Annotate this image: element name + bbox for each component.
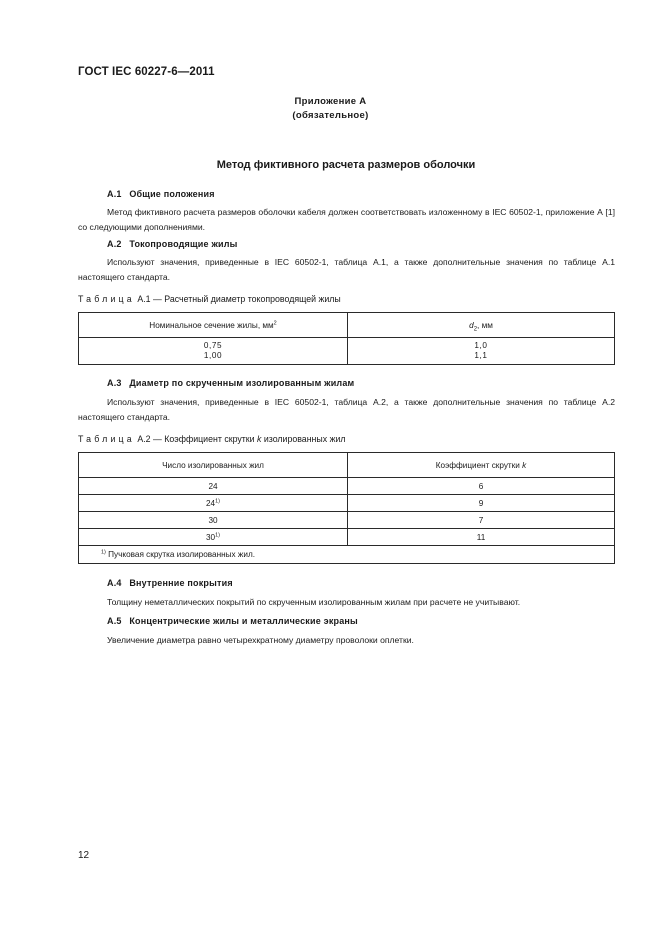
annex-title: Приложение А [294, 96, 367, 107]
section-heading-a4 [107, 578, 233, 588]
section-number: А.5 [107, 616, 122, 626]
cores-count-cell: 30 [79, 512, 348, 529]
section-text-a5: Увеличение диаметра равно четырехкратному диаметру проволоки оплетки. [107, 635, 414, 645]
table-a2 [78, 452, 615, 564]
section-text-a1: Метод фиктивного расчета размеров оболочки кабеля должен соответствовать изложенному в IEC 60502-1, приложение А [1] со следующими дополнениями. [78, 207, 615, 232]
table2-caption-word: Таблица [78, 434, 135, 444]
table2-caption: Таблица А.2 — Коэффициент скрутки k изолированных жил [78, 434, 346, 444]
table1-col2-values: 1,0 1,1 [348, 338, 615, 365]
section-number: А.2 [107, 239, 122, 249]
section-text-a3: Используют значения, приведенные в IEC 60502-1, таблица А.2, а также дополнительные значения по таблице А.2 настоящего стандарта. [78, 397, 615, 422]
section-number: А.3 [107, 378, 122, 388]
section-heading-a5 [107, 616, 358, 626]
section-text-a2: Используют значения, приведенные в IEC 60502-1, таблица А.1, а также дополнительные значения по таблице А.1 настоящего стандарта. [78, 257, 615, 282]
table-footnote-row [79, 546, 615, 564]
table2-col1-header: Число изолированных жил [79, 453, 348, 478]
coefficient-cell: 11 [348, 529, 615, 546]
section-title: Токопроводящие жилы [129, 239, 238, 249]
coefficient-cell: 9 [348, 495, 615, 512]
table-row [79, 478, 615, 495]
cores-count-cell: 30$^{1)}$ [79, 529, 348, 546]
section-number: А.4 [107, 578, 122, 588]
coefficient-cell: 7 [348, 512, 615, 529]
table-row [79, 338, 615, 365]
table-row [79, 495, 615, 512]
section-heading-a3 [107, 378, 354, 388]
table1-col1-values: 0,75 1,00 [79, 338, 348, 365]
section-title: Общие положения [129, 189, 215, 199]
annex-status: (обязательное) [292, 110, 369, 121]
coefficient-cell: 6 [348, 478, 615, 495]
section-title: Диаметр по скрученным изолированным жилам [129, 378, 355, 388]
table1-col2-header: $d_2$, мм [348, 313, 615, 338]
table1-caption [78, 294, 341, 304]
main-title: Метод фиктивного расчета размеров оболочки [216, 159, 476, 171]
page-number: 12 [78, 850, 90, 861]
section-number: А.1 [107, 189, 122, 199]
document-code: ГОСТ IEC 60227-6—2011 [78, 66, 215, 78]
table1-caption-word: Таблица [78, 294, 135, 304]
table-a1 [78, 312, 615, 365]
cores-count-cell: 24$^{1)}$ [79, 495, 348, 512]
section-title: Внутренние покрытия [129, 578, 233, 588]
table2-col2-header: Коэффициент скрутки k [348, 453, 615, 478]
section-heading-a1 [107, 189, 215, 199]
section-text-a4: Толщину неметаллических покрытий по скрученным изолированным жилам при расчете не учитывают. [107, 597, 521, 607]
table-header-row [79, 453, 615, 478]
table-row [79, 529, 615, 546]
section-title: Концентрические жилы и металлические экраны [129, 616, 358, 626]
table-row [79, 512, 615, 529]
table-header-row [79, 313, 615, 338]
table2-footnote: $^{1)}$ Пучковая скрутка изолированных жил. [79, 546, 615, 564]
section-heading-a2 [107, 239, 238, 249]
table1-col1-header: Номинальное сечение жилы, $мм^2$ [79, 313, 348, 338]
table1-caption-rest: А.1 — Расчетный диаметр токопроводящей жилы [137, 294, 341, 304]
cores-count-cell: 24 [79, 478, 348, 495]
